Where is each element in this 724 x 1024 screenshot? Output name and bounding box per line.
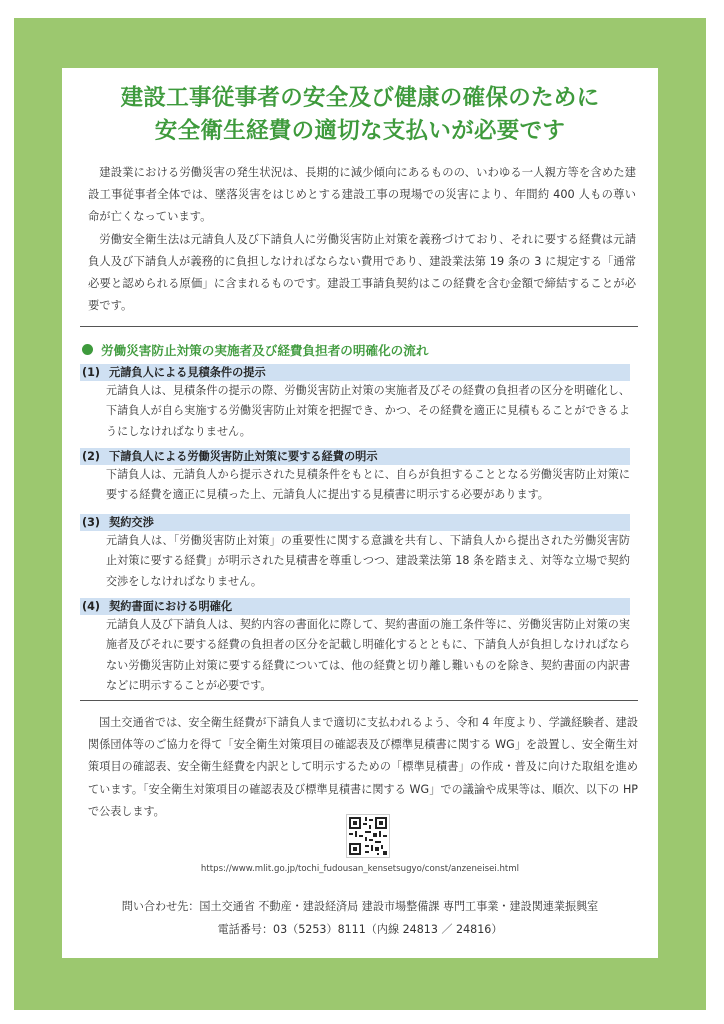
page-title (62, 82, 658, 148)
mlit-initiative-text: 国土交通省では、安全衛生経費が下請負人まで適切に支払われるよう、令和 4 年度より、学識経験者、建設関係団体等のご協力を得て「安全衛生対策項目の確認表及び標準見積書に関する WG」を設置し、安全衛生対策項目の確認表、安全衛生経費を内訳として明示するための「標準見積書」の作成・普及に向けた取組を進めています。「安全衛生対策項目の確認表及び標準見積書に関する WG」での議論や成果等は、順次、以下の HP で公表します。 (88, 716, 638, 818)
section-body: 元請負人及び下請負人は、契約内容の書面化に際して、契約書面の施工条件等に、労働災害防止対策の実施者及びそれに要する経費の負担者の区分を記載し明確化するとともに、下請負人が負担しなければならない労働災害防止対策に要する経費については、他の経費と切り離し難いものを除き、契約書面の内訳書などに明示することが必要です。 (106, 618, 630, 692)
section-body: 下請負人は、元請負人から提示された見積条件をもとに、自らが負担することとなる労働災害防止対策に要する経費を適正に見積った上、元請負人に提出する見積書に明示する必要があります。 (106, 468, 630, 502)
flow-heading (82, 340, 622, 359)
intro-paragraph-1: 建設業における労働災害の発生状況は、長期的に減少傾向にあるものの、いわゆる一人親方等を含めた建設工事従事者全体では、墜落災害をはじめとする建設工事の現場での災害により、年間約 400 人もの尊い命が亡くなっています。 (88, 166, 636, 224)
title-line-2: 安全衛生経費の適切な支払いが必要です (154, 118, 566, 144)
section-title: 元請負人による見積条件の提示 (109, 366, 266, 379)
section-header (80, 514, 630, 531)
flow-section-2 (80, 448, 630, 506)
qr-code-icon[interactable] (346, 814, 390, 858)
flow-heading-text: 労働災害防止対策の実施者及び経費負担者の明確化の流れ (101, 343, 429, 358)
section-number: (1) (82, 366, 101, 379)
section-header (80, 364, 630, 381)
contact-phone: 電話番号：03（5253）8111（内線 24813 ／ 24816） (217, 922, 503, 936)
document-page (62, 68, 658, 958)
intro-text (88, 162, 636, 317)
intro-paragraph-2: 労働安全衛生法は元請負人及び下請負人に労働災害防止対策を義務づけており、それに要する経費は元請負人及び下請負人が義務的に負担しなければならない費用であり、建設業法第 19 条の 3 に規定する「通常必要と認められる原価」に含まれるものです。建設工事請負契約はこの経費を含む金額で締結することが必要です。 (88, 232, 636, 313)
url-link[interactable]: https://www.mlit.go.jp/tochi_fudousan_kensetsugyo/const/anzeneisei.html (200, 864, 520, 874)
section-body: 元請負人は、見積条件の提示の際、労働災害防止対策の実施者及びその経費の負担者の区分を明確化し、下請負人が自ら実施する労働災害防止対策を把握でき、かつ、その経費を適正に見積もることができるようにしなければなりません。 (106, 384, 630, 438)
section-number: (2) (82, 450, 101, 463)
contact-info (62, 896, 658, 941)
contact-office: 問い合わせ先：国土交通省 不動産・建設経済局 建設市場整備課 専門工事業・建設関連業振興室 (121, 900, 599, 913)
divider-top (80, 326, 638, 327)
flow-section-1 (80, 364, 630, 442)
section-body: 元請負人は、「労働災害防止対策」の重要性に関する意識を共有し、下請負人から提出された労働災害防止対策に要する経費」が明示された見積書を尊重しつつ、建設業法第 18 条を踏まえ、対等な立場で契約交渉をしなければなりません。 (106, 534, 630, 588)
section-number: (3) (82, 516, 101, 529)
section-title: 契約交渉 (109, 516, 154, 529)
section-header (80, 448, 630, 465)
section-number: (4) (82, 600, 101, 613)
flow-section-3 (80, 514, 630, 592)
flow-section-4 (80, 598, 630, 696)
qr-code-graphic (347, 815, 389, 857)
title-line-1: 建設工事従事者の安全及び健康の確保のために (120, 85, 600, 111)
section-header (80, 598, 630, 615)
section-title: 契約書面における明確化 (109, 600, 233, 613)
section-title: 下請負人による労働災害防止対策に要する経費の明示 (109, 450, 378, 463)
divider-bottom (80, 700, 638, 701)
green-circle-bullet-icon (82, 344, 93, 355)
